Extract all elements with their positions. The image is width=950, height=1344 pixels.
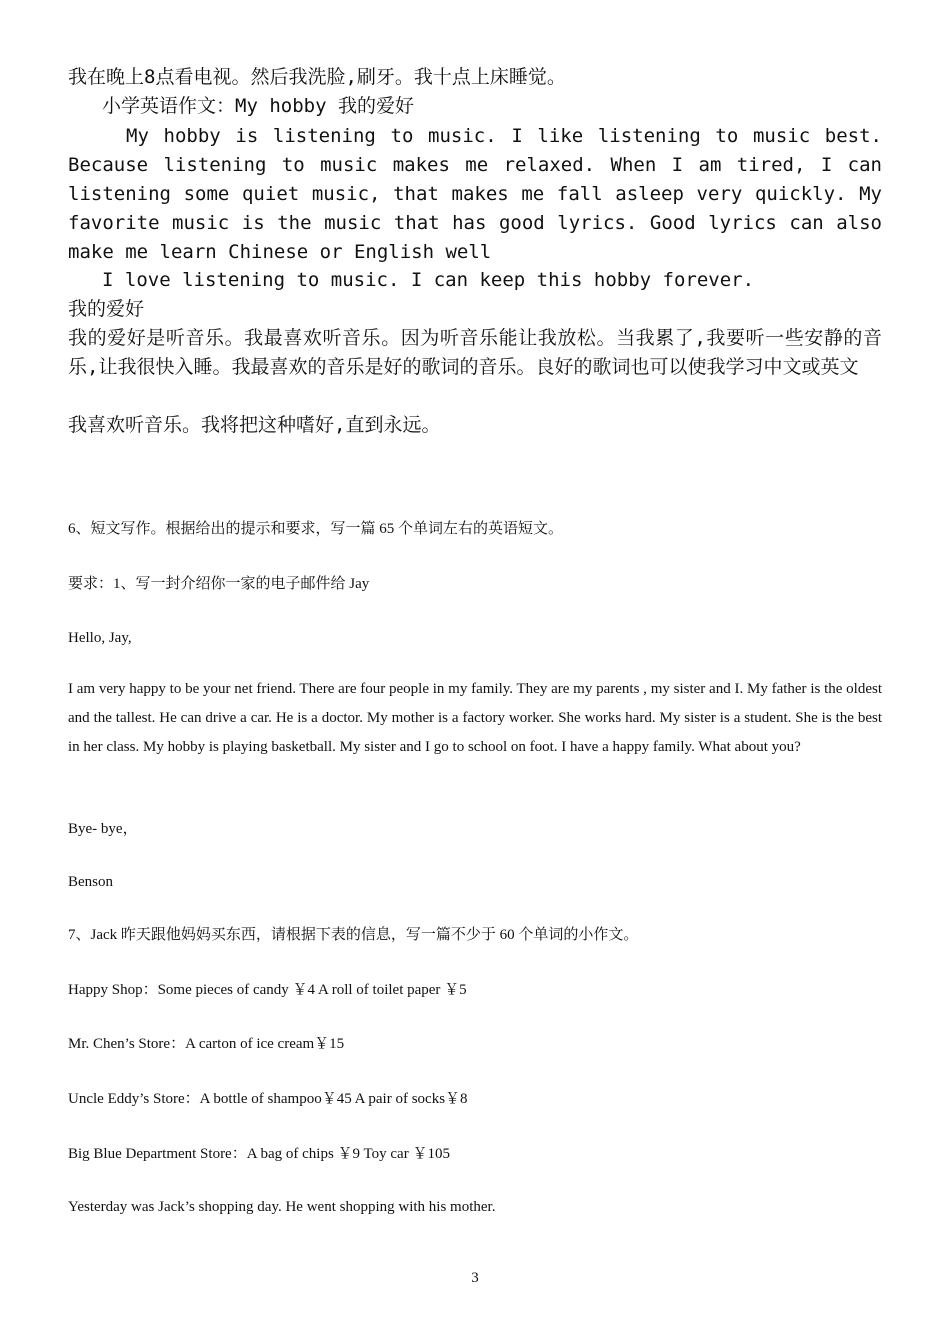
q6-requirement: 要求：1、写一封介绍你一家的电子邮件给 Jay [68,576,370,592]
english-line: I love listening to music. I can keep this hobby forever. [102,269,755,291]
chinese-paragraph: 我的爱好是听音乐。我最喜欢听音乐。因为听音乐能让我放松。当我累了,我要听一些安静的音乐,让我很快入睡。我最喜欢的音乐是好的歌词的音乐。良好的歌词也可以使我学习中文或英文 [68,327,882,378]
essay-title: 小学英语作文：My hobby 我的爱好 [102,95,414,117]
q7-shop-item: Uncle Eddy’s Store：A bottle of shampoo￥45 A pair of socks￥8 [68,1091,468,1107]
q7-last-line: Yesterday was Jack’s shopping day. He went shopping with his mother. [68,1199,496,1215]
chinese-title: 我的爱好 [68,298,145,320]
q6-closing: Bye- bye， [68,821,138,837]
q6-prompt: 6、短文写作。根据给出的提示和要求，写一篇 65 个单词左右的英语短文。 [68,521,564,537]
q7-shop-item: Big Blue Department Store：A bag of chips ￥9 Toy car ￥105 [68,1146,450,1162]
q6-body: I am very happy to be your net friend. There are four people in my family. They are my parents , my sister and I. My father is the oldest and the tallest. He can drive a car. He is a doctor. My mother is a factory worker. She works hard. My sister is a student. She is the best in her class. My hobby is playing basketball. My sister and I go to school on foot. I have a happy family. What about you? [68,681,882,755]
q7-shop-item: Happy Shop：Some pieces of candy ￥4 A roll of toilet paper ￥5 [68,982,467,998]
q7-shop-item: Mr. Chen’s Store：A carton of ice cream￥15 [68,1036,345,1052]
intro-line: 我在晚上8点看电视。然后我洗脸,刷牙。我十点上床睡觉。 [68,66,566,88]
q6-greeting: Hello, Jay, [68,630,132,646]
page-number: 3 [471,1270,479,1286]
q6-signature: Benson [68,874,113,890]
q7-prompt: 7、Jack 昨天跟他妈妈买东西，请根据下表的信息，写一篇不少于 60 个单词的小作文。 [68,927,639,943]
chinese-line: 我喜欢听音乐。我将把这种嗜好,直到永远。 [68,414,441,436]
english-paragraph: My hobby is listening to music. I like listening to music best. Because listening to music makes me relaxed. When I am tired, I can listening some quiet music, that makes me fall asleep very quickly. My favorite music is the music that has good lyrics. Good lyrics can also make me learn Chinese or English well [68,125,882,263]
